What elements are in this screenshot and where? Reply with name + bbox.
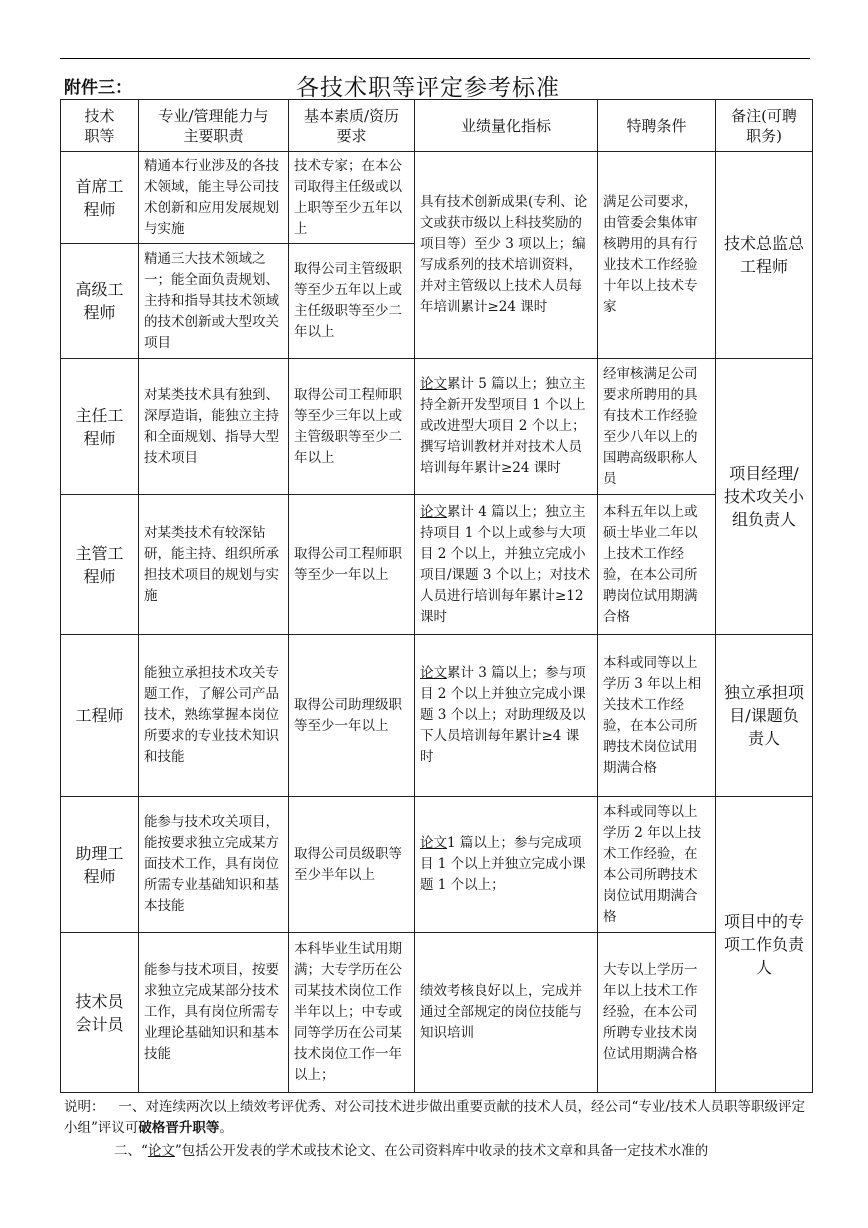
special-cell: 满足公司要求，由管委会集体审核聘用的具有行业技术工作经验十年以上技术专家 xyxy=(598,152,716,359)
special-cell: 本科或同等以上学历 2 年以上技术工作经验，在本公司所聘技术岗位试用期满合格 xyxy=(598,797,716,933)
header-special: 特聘条件 xyxy=(598,100,716,152)
table-row xyxy=(61,797,813,933)
table-row xyxy=(61,359,813,495)
level-cell: 助理工程师 xyxy=(61,797,139,933)
special-cell: 经审核满足公司要求所聘用的具有技术工作经验至少八年以上的国聘高级职称人员 xyxy=(598,359,716,495)
page-title: 各技术职等评定参考标准 xyxy=(296,75,560,101)
header-quality: 基本素质/资历要求 xyxy=(289,100,415,152)
header-ability: 专业/管理能力与主要职责 xyxy=(139,100,289,152)
paper-term: 论文 xyxy=(420,835,447,851)
special-cell: 大专以上学历一年以上技术工作经验，在本公司所聘专业技术岗位试用期满合格 xyxy=(598,933,716,1093)
remark-cell: 项目经理/技术攻关小组负责人 xyxy=(716,359,813,635)
paper-term: 论文 xyxy=(420,503,447,520)
remark-cell: 技术总监总工程师 xyxy=(716,152,813,359)
performance-cell: 论文累计 4 篇以上；独立主持项目 1 个以上或参与大项目 2 个以上，并独立完成小项目/课题 3 个以上；对技术人员进行培训每年累计≥12 课时 xyxy=(415,495,598,635)
level-cell: 技术员会计员 xyxy=(61,933,139,1093)
level-cell: 主管工程师 xyxy=(61,495,139,635)
header-row xyxy=(61,100,813,152)
quality-cell: 取得公司助理级职等至少一年以上 xyxy=(289,635,415,797)
performance-cell: 论文1 篇以上；参与完成项目 1 个以上并独立完成小课题 1 个以上； xyxy=(415,797,598,933)
header-remark: 备注(可聘职务) xyxy=(716,100,813,152)
paper-term: 论文 xyxy=(420,665,447,681)
quality-cell: 技术专家；在本公司取得主任级或以上职等至少五年以上 xyxy=(289,152,415,244)
break-rank-emphasis: 破格晋升职等 xyxy=(138,1120,220,1136)
level-cell: 首席工程师 xyxy=(61,152,139,244)
ability-cell: 对某类技术具有独到、深厚造诣，能独立主持和全面规划、指导大型技术项目 xyxy=(139,359,289,495)
header-performance: 业绩量化指标 xyxy=(415,100,598,152)
paper-term: 论文 xyxy=(147,1143,175,1159)
table-row xyxy=(61,933,813,1093)
performance-cell: 绩效考核良好以上，完成并通过全部规定的岗位技能与知识培训 xyxy=(415,933,598,1093)
level-cell: 高级工程师 xyxy=(61,244,139,359)
special-cell: 本科五年以上或硕士毕业二年以上技术工作经验，在本公司所聘岗位试用期满合格 xyxy=(598,495,716,635)
performance-cell: 论文累计 3 篇以上；参与项目 2 个以上并独立完成小课题 3 个以上；对助理级及以下人员培训每年累计≥4 课时 xyxy=(415,635,598,797)
quality-cell: 取得公司工程师职等至少三年以上或主管级职等至少二年以上 xyxy=(289,359,415,495)
note-1: 说明： 一、对连续两次以上绩效考评优秀、对公司技术进步做出重要贡献的技术人员，经公司“专业/技术人员职等职级评定小组”评议可破格晋升职等。 xyxy=(64,1099,805,1136)
performance-cell: 具有技术创新成果(专利、论文或获市级以上科技奖励的项目等）至少 3 项以上；编写成系列的技术培训资料，并对主管级以上技术人员每年培训累计≥24 课时 xyxy=(415,152,598,359)
ability-cell: 精通本行业涉及的各技术领域，能主导公司技术创新和应用发展规划与实施 xyxy=(139,152,289,244)
quality-cell: 取得公司工程师职等至少一年以上 xyxy=(289,495,415,635)
ability-cell: 能参与技术攻关项目，能按要求独立完成某方面技术工作，具有岗位所需专业基础知识和基本技能 xyxy=(139,797,289,933)
ability-cell: 对某类技术有较深钻研，能主持、组织所承担技术项目的规划与实施 xyxy=(139,495,289,635)
level-cell: 主任工程师 xyxy=(61,359,139,495)
notes-label: 说明： xyxy=(64,1099,105,1115)
quality-cell: 取得公司主管级职等至少五年以上或主任级职等至少二年以上 xyxy=(289,244,415,359)
table-row xyxy=(61,635,813,797)
table-row xyxy=(61,495,813,635)
standards-table xyxy=(60,99,813,1093)
level-cell: 工程师 xyxy=(61,635,139,797)
remark-cell: 项目中的专项工作负责人 xyxy=(716,797,813,1093)
ability-cell: 能参与技术项目，按要求独立完成某部分技术工作，具有岗位所需专业理论基础知识和基本技能 xyxy=(139,933,289,1093)
table-row xyxy=(61,152,813,244)
performance-cell: 论文累计 5 篇以上；独立主持全新开发型项目 1 个以上或改进型大项目 2 个以上；撰写培训教材并对技术人员培训每年累计≥24 课时 xyxy=(415,359,598,495)
special-cell: 本科或同等以上学历 3 年以上相关技术工作经验，在本公司所聘技术岗位试用期满合格 xyxy=(598,635,716,797)
top-rule xyxy=(60,58,810,59)
ability-cell: 能独立承担技术攻关专题工作，了解公司产品技术，熟练掌握本岗位所要求的专业技术知识和技能 xyxy=(139,635,289,797)
ability-cell: 精通三大技术领域之一；能全面负责规划、主持和指导其技术领域的技术创新或大型攻关项目 xyxy=(139,244,289,359)
note-2: 二、“论文”包括公开发表的学术或技术论文、在公司资料库中收录的技术文章和具备一定技术水准的 xyxy=(114,1143,709,1159)
quality-cell: 取得公司员级职等至少半年以上 xyxy=(289,797,415,933)
quality-cell: 本科毕业生试用期满；大专学历在公司某技术岗位工作半年以上；中专或同等学历在公司某技术岗位工作一年以上； xyxy=(289,933,415,1093)
header-level: 技术职等 xyxy=(61,100,139,152)
annex-label: 附件三： xyxy=(64,78,132,98)
remark-cell: 独立承担项目/课题负责人 xyxy=(716,635,813,797)
paper-term: 论文 xyxy=(420,376,447,392)
